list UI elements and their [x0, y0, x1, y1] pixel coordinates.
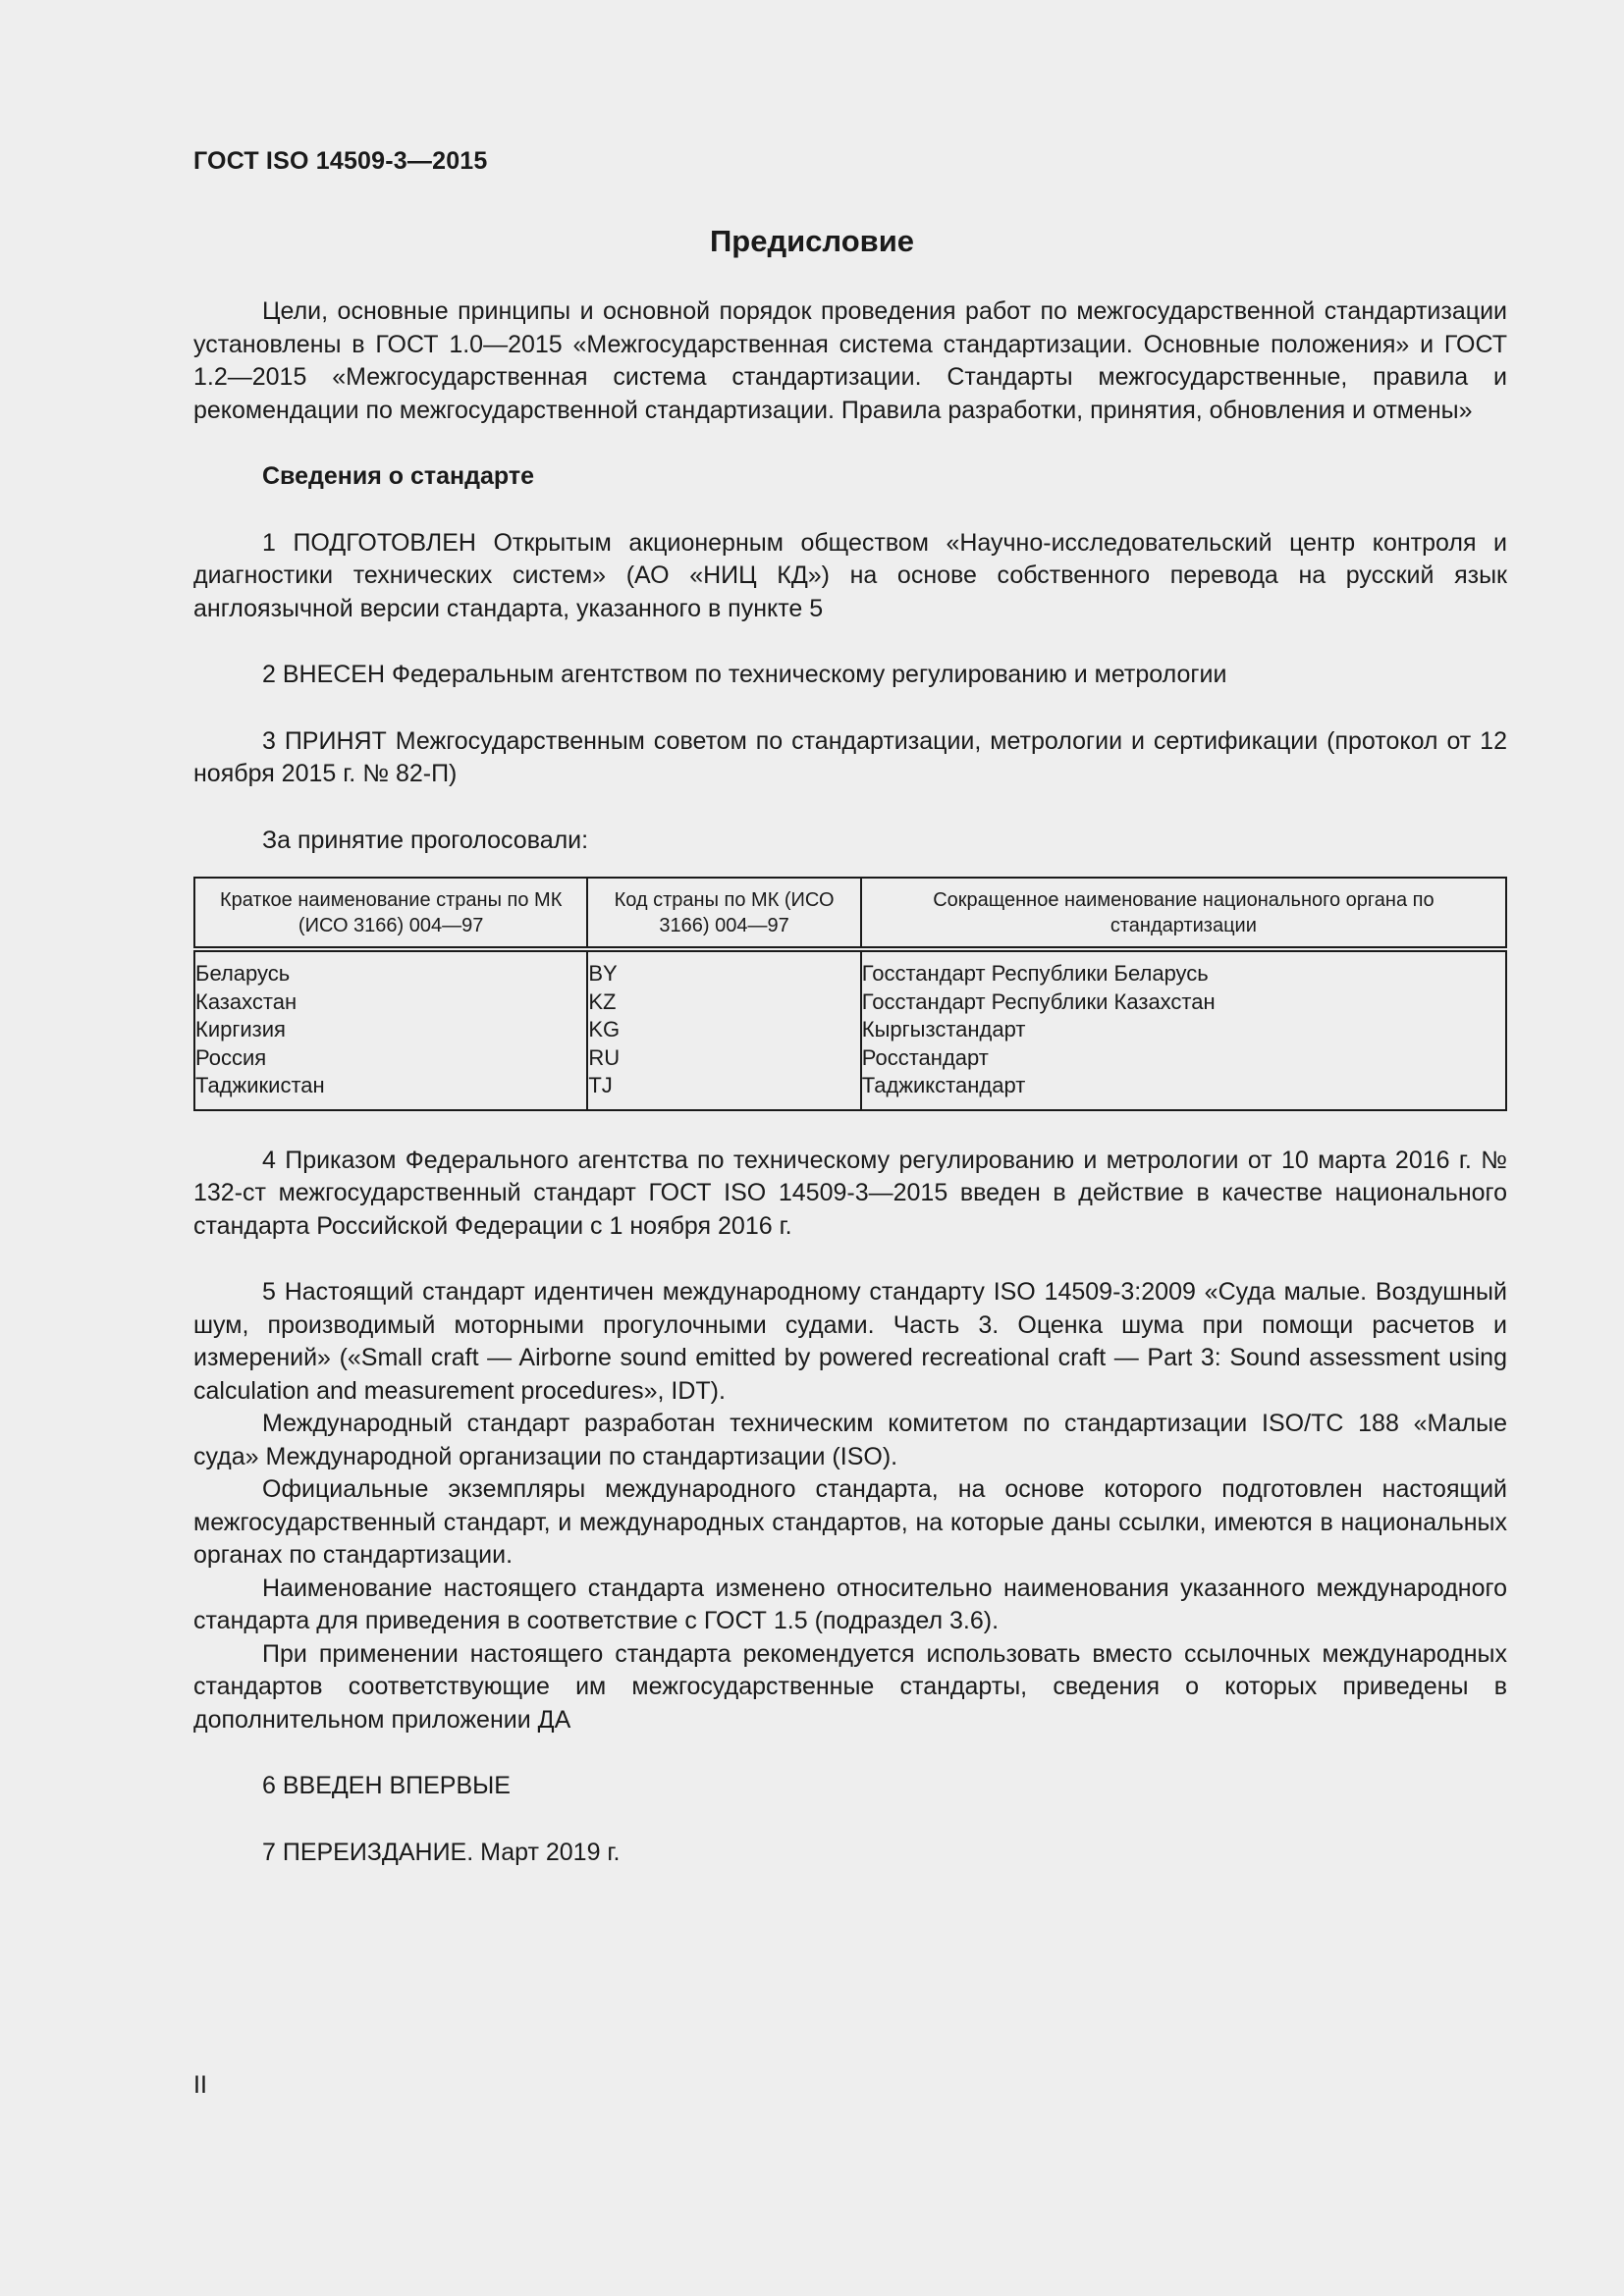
header-agency-name: Сокращенное наименование национального органа по стандартизации	[861, 878, 1506, 949]
item-6-introduced: 6 ВВЕДЕН ВПЕРВЫЕ	[262, 1772, 511, 1799]
table-header-row	[194, 878, 1506, 949]
country-codes-cell	[587, 949, 860, 1110]
country-names-cell	[194, 949, 587, 1110]
page-number: II	[193, 2071, 207, 2099]
item-7-reissue: 7 ПЕРЕИЗДАНИЕ. Март 2019 г.	[262, 1838, 621, 1866]
item-5-title-change: Наименование настоящего стандарта изменено относительно наименования указанного международного стандарта для приведения в соответствие с ГОСТ 1.5 (подраздел 3.6).	[193, 1574, 1507, 1634]
item-1-prepared: 1 ПОДГОТОВЛЕН Открытым акционерным обществом «Научно-исследовательский центр контроля и диагностики технических систем» (АО «НИЦ КД») на основе собственного перевода на русский язык англоязычной версии стандарта, указанного в пункте 5	[193, 528, 1507, 622]
country-name: Беларусь	[195, 961, 291, 986]
header-country-code: Код страны по МК (ИСО 3166) 004—97	[587, 878, 860, 949]
table-body-row	[194, 949, 1506, 1110]
document-header: ГОСТ ISO 14509-3—2015	[193, 147, 488, 175]
country-code: RU	[588, 1044, 621, 1070]
country-name: Киргизия	[195, 1017, 286, 1041]
vote-intro: За принятие проголосовали:	[262, 826, 589, 854]
intro-paragraph: Цели, основные принципы и основной порядок проведения работ по межгосударственной стандартизации установлены в ГОСТ 1.0—2015 «Межгосударственная система стандартизации. Основные положения» и ГОСТ 1.2—2015 «Межгосударственная система стандартизации. Стандарты межгосударственные, правила и рекомендации по межгосударственной стандартизации. Правила разработки, принятия, обновления и отмены»	[193, 297, 1507, 424]
item-5-copies: Официальные экземпляры международного стандарта, на основе которого подготовлен настоящий межгосударственный стандарт, и международных стандартов, на которые даны ссылки, имеются в национальных органах по стандартизации.	[193, 1475, 1507, 1569]
item-4-enacted: 4 Приказом Федерального агентства по техническому регулированию и метрологии от 10 марта 2016 г. № 132-ст межгосударственный стандарт ГОСТ ISO 14509-3—2015 введен в действие в качестве национального стандарта Российской Федерации с 1 ноября 2016 г.	[193, 1146, 1507, 1240]
item-5-identical: 5 Настоящий стандарт идентичен международному стандарту ISO 14509-3:2009 «Суда малые. Воздушный шум, производимый моторными прогулочными судами. Часть 3. Оценка шума при помощи расчетов и измерений» («Small craft — Airborne sound emitted by powered recreational craft — Part 3: Sound assessment using calculation and measurement procedures», IDT).	[193, 1278, 1507, 1405]
item-2-submitted: 2 ВНЕСЕН Федеральным агентством по техническому регулированию и метрологии	[262, 661, 1227, 688]
country-code: BY	[588, 961, 618, 986]
agency-name: Кыргызстандарт	[861, 1017, 1026, 1041]
agency-name: Госстандарт Республики Беларусь	[861, 961, 1209, 986]
country-code: KZ	[588, 988, 617, 1014]
agency-name: Росстандарт	[861, 1044, 989, 1070]
country-name: Казахстан	[195, 988, 298, 1014]
agency-name: Таджикстандарт	[861, 1073, 1026, 1097]
agency-names-cell	[861, 949, 1506, 1110]
item-5-committee: Международный стандарт разработан техническим комитетом по стандартизации ISO/TC 188 «Малые суда» Международной организации по стандартизации (ISO).	[193, 1410, 1507, 1470]
item-5-references: При применении настоящего стандарта рекомендуется использовать вместо ссылочных международных стандартов соответствующие им межгосударственные стандарты, сведения о которых приведены в дополнительном приложении ДА	[193, 1639, 1507, 1734]
country-code: KG	[588, 1017, 621, 1041]
agency-name: Госстандарт Республики Казахстан	[861, 988, 1216, 1014]
section-subheading: Сведения о стандарте	[262, 462, 535, 490]
header-country-name: Краткое наименование страны по МК (ИСО 3166) 004—97	[194, 878, 587, 949]
country-name: Россия	[195, 1044, 267, 1070]
foreword-body	[193, 295, 1507, 1869]
page-title: Предисловие	[709, 224, 914, 258]
country-code: TJ	[588, 1073, 613, 1097]
voting-countries-table	[193, 877, 1507, 1111]
country-name: Таджикистан	[195, 1073, 325, 1097]
item-3-adopted: 3 ПРИНЯТ Межгосударственным советом по стандартизации, метрологии и сертификации (протокол от 12 ноября 2015 г. № 82-П)	[193, 726, 1507, 787]
